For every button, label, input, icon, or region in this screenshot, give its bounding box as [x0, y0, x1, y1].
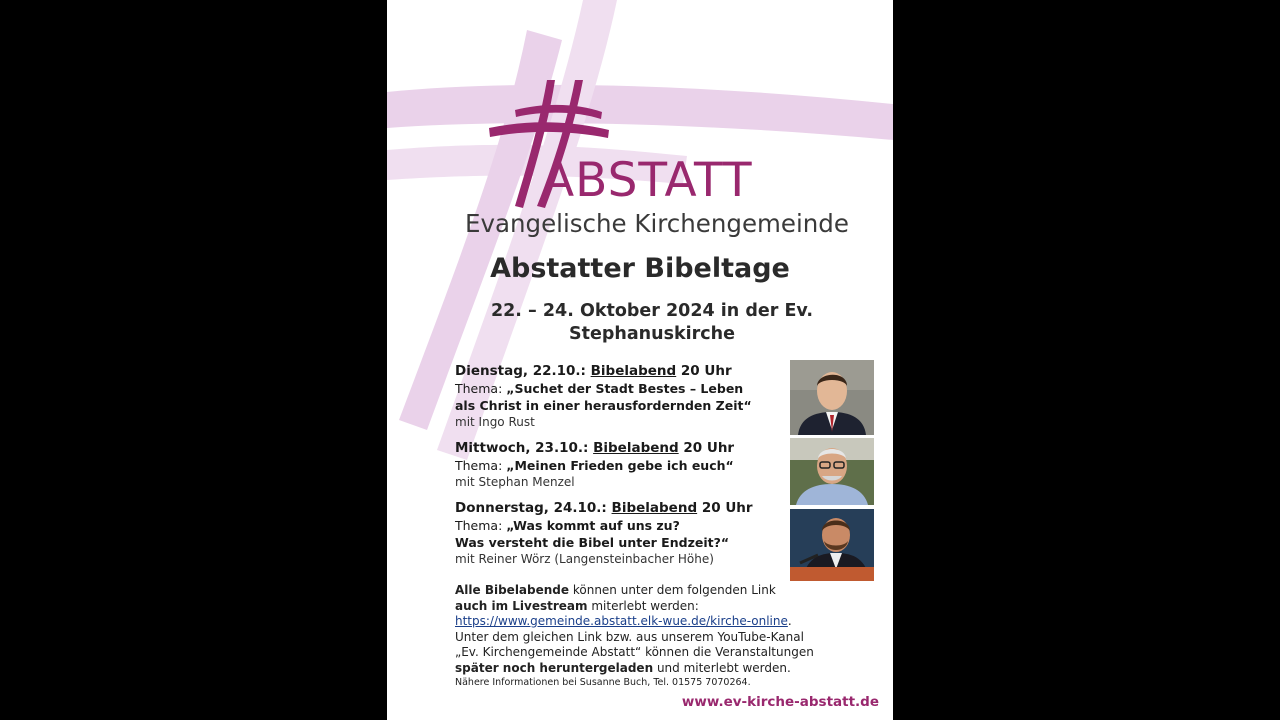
info-text: miterlebt werden: — [587, 598, 699, 613]
speaker-photo-reiner-woerz — [790, 509, 874, 581]
event-time: 20 Uhr — [701, 500, 753, 516]
topic-prefix: Thema: — [455, 458, 503, 473]
event-time: 20 Uhr — [680, 363, 732, 379]
event-list — [455, 362, 785, 576]
event-type: Bibelabend — [611, 500, 698, 516]
info-bold: auch im Livestream — [455, 598, 588, 613]
event-day: Donnerstag, 24.10.: — [455, 500, 607, 516]
info-bold: Alle Bibelabende — [455, 583, 570, 597]
speaker-photo-ingo-rust — [790, 360, 874, 435]
livestream-link[interactable]: https://www.gemeinde.abstatt.elk-wue.de/kirche-online — [455, 614, 788, 628]
flyer-page — [387, 0, 893, 720]
contact-info: Nähere Informationen bei Susanne Buch, Tel. 01575 7070264. — [455, 677, 751, 688]
event-topic-cont — [455, 534, 785, 551]
dates-line-1: 22. – 24. Oktober 2024 in der Ev. — [490, 301, 814, 321]
info-text: und miterlebt werden. — [653, 660, 791, 675]
event-heading — [455, 499, 785, 517]
topic-line-1: „Suchet der Stadt Bestes – Leben — [506, 381, 744, 396]
event-speaker: mit Stephan Menzel — [455, 475, 575, 489]
event-topic — [455, 380, 785, 397]
topic-line-2: als Christ in einer herausfordernden Zeit“ — [455, 398, 752, 413]
info-line — [455, 583, 875, 599]
info-text: können unter dem folgenden Link — [569, 583, 776, 597]
person-icon — [790, 509, 874, 581]
event-item — [455, 499, 785, 568]
event-heading — [455, 362, 785, 380]
info-bold: später noch heruntergeladen — [455, 660, 654, 675]
event-item — [455, 362, 785, 431]
event-type: Bibelabend — [593, 440, 679, 456]
info-line — [455, 599, 875, 615]
event-topic — [455, 517, 785, 534]
event-topic — [455, 457, 785, 474]
brand-subtitle: Evangelische Kirchengemeinde — [465, 209, 849, 238]
topic-prefix: Thema: — [455, 518, 503, 533]
speaker-photo-stephan-menzel — [790, 438, 874, 505]
info-line — [455, 614, 875, 630]
event-day: Dienstag, 22.10.: — [455, 363, 586, 379]
website-url[interactable]: www.ev-kirche-abstatt.de — [681, 694, 879, 710]
link-period: . — [787, 614, 792, 628]
event-type: Bibelabend — [590, 363, 677, 379]
event-dates — [387, 300, 893, 346]
event-item — [455, 439, 785, 491]
event-topic-cont — [455, 397, 785, 414]
livestream-info — [455, 583, 875, 690]
topic-line-2: Was versteht die Bibel unter Endzeit?“ — [455, 535, 730, 550]
info-line — [455, 661, 875, 677]
brand-name: ABSTATT — [542, 153, 753, 208]
event-speaker: mit Ingo Rust — [455, 415, 535, 429]
event-day: Mittwoch, 23.10.: — [455, 440, 589, 456]
event-speaker: mit Reiner Wörz (Langensteinbacher Höhe) — [455, 552, 714, 566]
event-heading — [455, 439, 785, 457]
dates-line-2: Stephanuskirche — [569, 324, 735, 344]
topic-line-1: „Meinen Frieden gebe ich euch“ — [506, 458, 734, 473]
person-icon — [790, 360, 874, 435]
person-icon — [790, 438, 874, 505]
topic-prefix: Thema: — [455, 381, 503, 396]
info-line: „Ev. Kirchengemeinde Abstatt“ können die Veranstaltungen — [455, 645, 814, 659]
event-time: 20 Uhr — [683, 440, 735, 456]
topic-line-1: „Was kommt auf uns zu? — [506, 518, 680, 533]
info-line: Unter dem gleichen Link bzw. aus unserem YouTube-Kanal — [455, 629, 804, 644]
page-title: Abstatter Bibeltage — [490, 253, 790, 284]
